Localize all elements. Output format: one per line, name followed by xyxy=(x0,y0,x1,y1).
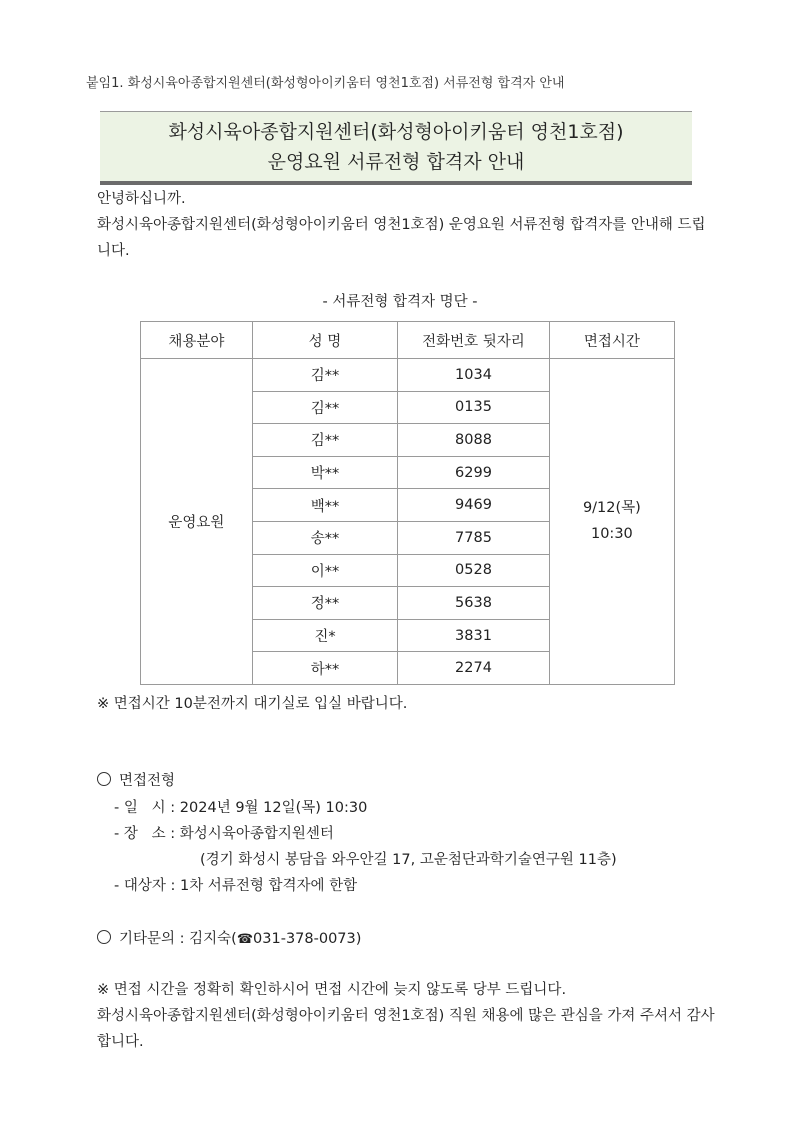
name-cell: 김** xyxy=(252,424,397,457)
phone-cell: 8088 xyxy=(398,424,550,457)
interview-target-value: 1차 서류전형 합격자에 한함 xyxy=(179,878,358,894)
interview-target-line xyxy=(114,873,357,899)
interview-time-cell xyxy=(549,359,674,685)
phone-icon: ☎ xyxy=(236,932,254,947)
phone-cell: 0528 xyxy=(398,554,550,587)
name-cell: 정** xyxy=(252,587,397,620)
closing-note: ※ 면접 시간을 정확히 확인하시어 면접 시간에 늦지 않도록 당부 드립니다. xyxy=(97,982,567,998)
name-cell: 김** xyxy=(252,391,397,424)
interview-place-line xyxy=(114,821,334,847)
phone-cell: 1034 xyxy=(398,359,550,392)
document-title-line2: 운영요원 서류전형 합격자 안내 xyxy=(267,151,525,173)
contact-phone: 031-378-0073) xyxy=(253,931,362,947)
greeting-text: 안녕하십니까. xyxy=(97,191,186,207)
title-box xyxy=(100,111,692,185)
interview-date-line xyxy=(114,795,367,821)
circle-bullet-icon xyxy=(97,930,111,944)
waiting-room-note: ※ 면접시간 10분전까지 대기실로 입실 바랍니다. xyxy=(97,696,408,712)
header-phone: 전화번호 뒷자리 xyxy=(398,322,550,359)
phone-cell: 6299 xyxy=(398,456,550,489)
name-cell: 진* xyxy=(252,619,397,652)
name-cell: 김** xyxy=(252,359,397,392)
interview-date-label: - 일 시 : xyxy=(114,800,180,816)
circle-bullet-icon xyxy=(97,772,111,786)
table-row xyxy=(141,359,675,392)
phone-cell: 5638 xyxy=(398,587,550,620)
closing-thanks: 화성시육아종합지원센터(화성형아이키움터 영천1호점) 직원 채용에 많은 관심을 가져 주셔서 감사합니다. xyxy=(97,1008,715,1050)
name-cell: 백** xyxy=(252,489,397,522)
header-interview-time: 면접시간 xyxy=(549,322,674,359)
table-header-row xyxy=(141,322,675,359)
interview-heading-text: 면접전형 xyxy=(119,773,176,789)
field-cell: 운영요원 xyxy=(141,359,253,685)
phone-cell: 2274 xyxy=(398,652,550,685)
pass-list-table xyxy=(140,321,675,685)
document-title-line1: 화성시육아종합지원센터(화성형아이키움터 영천1호점) xyxy=(168,121,624,143)
header-field: 채용분야 xyxy=(141,322,253,359)
phone-cell: 7785 xyxy=(398,521,550,554)
interview-section-heading xyxy=(97,768,175,794)
name-cell: 이** xyxy=(252,554,397,587)
interview-place-value: 화성시육아종합지원센터 xyxy=(179,826,334,842)
name-cell: 박** xyxy=(252,456,397,489)
pass-list-title: - 서류전형 합격자 명단 - xyxy=(322,294,478,310)
header-name: 성 명 xyxy=(252,322,397,359)
contact-label: 기타문의 : xyxy=(119,931,190,947)
name-cell: 하** xyxy=(252,652,397,685)
contact-name: 김지숙( xyxy=(189,931,237,947)
phone-cell: 3831 xyxy=(398,619,550,652)
interview-place-label: - 장 소 : xyxy=(114,826,180,842)
name-cell: 송** xyxy=(252,521,397,554)
intro-text: 화성시육아종합지원센터(화성형아이키움터 영천1호점) 운영요원 서류전형 합격자를 안내해 드립니다. xyxy=(97,217,706,259)
interview-place-address: (경기 화성시 봉담읍 와우안길 17, 고운첨단과학기술연구원 11층) xyxy=(200,852,617,868)
interview-date: 9/12(목) xyxy=(582,500,641,517)
attachment-note: 붙임1. 화성시육아종합지원센터(화성형아이키움터 영천1호점) 서류전형 합격자 안내 xyxy=(86,76,565,91)
interview-date-value: 2024년 9월 12일(목) 10:30 xyxy=(179,800,368,816)
contact-line xyxy=(97,926,361,953)
phone-cell: 9469 xyxy=(398,489,550,522)
interview-target-label: - 대상자 : xyxy=(114,878,180,894)
phone-cell: 0135 xyxy=(398,391,550,424)
interview-time: 10:30 xyxy=(590,526,633,543)
